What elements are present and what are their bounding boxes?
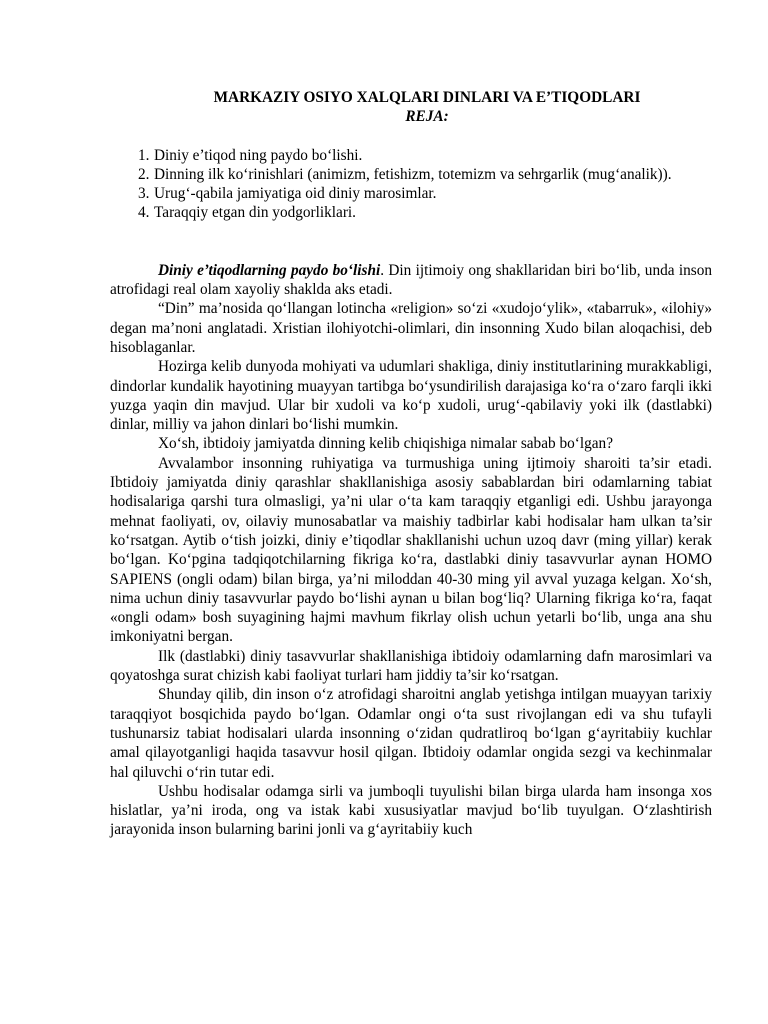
plan-item	[110, 146, 712, 165]
section-heading-inline: Diniy e’tiqodlarning paydo bo‘lishi	[158, 261, 381, 279]
plan-list	[110, 146, 712, 223]
document-body	[110, 261, 712, 840]
plan-heading: REJA:	[405, 108, 449, 126]
plan-item-text: Dinning ilk ko‘rinishlari (animizm, fetishizm, totemizm va sehrgarlik (mug‘analik)).	[154, 165, 672, 183]
plan-item	[110, 203, 712, 222]
plan-item	[110, 165, 712, 184]
plan-item-number: 3.	[138, 185, 150, 203]
body-paragraph: Hozirga kelib dunyoda mohiyati va udumlari shakliga, diniy institutlarining murakkabligi, dindorlar kundalik hayotining muayyan tartibga bo‘ysundirilish darajasiga ko‘ra o‘zaro farqli ikki yuzga yaqin din mavjud. Ular bir xudoli va ko‘p xudoli, urug‘-qabilaviy yoki ilk (dastlabki) dinlar, milliy va jahon dinlari bo‘lishi mumkin.	[110, 358, 712, 434]
body-paragraph: Shunday qilib, din inson o‘z atrofidagi sharoitni anglab yetishga intilgan muayyan tarixiy taraqqiyot bosqichida paydo bo‘lgan. Odamlar ongi o‘ta sust rivojlangan edi va shu tufayli tushunarsiz tabiat hodisalari ularda insonning o‘zidan qudratliroq bo‘lgan g‘ayritabiiy kuchlar amal qilayotganligi haqida tasavvur hosil qilgan. Ibtidoiy odamlar ongida sezgi va kechinmalar hal qiluvchi o‘rin tutar edi.	[110, 686, 712, 781]
body-paragraph: Avvalambor insonning ruhiyatiga va turmushiga uning ijtimoiy sharoiti ta’sir etadi. Ibtidoiy jamiyatda diniy qarashlar shakllanishiga asosiy sabablardan biri odamlarning tabiat hodisalariga qarshi tura olmasligi, ya’ni ular o‘ta kam taraqqiy etganligi edi. Ushbu jarayonga mehnat faoliyati, ov, oilaviy munosabatlar va maishiy tadbirlar kabi hodisalar ham ulkan ta’sir ko‘rsatgan. Aytib o‘tish joizki, diniy e’tiqodlar shakllanishi uchun uzoq davr (ming yillar) kerak bo‘lgan. Ko‘pgina tadqiqotchilarning fikriga ko‘ra, dastlabki diniy tasavvurlar aynan HOMO SAPIENS (ongli odam) bilan birga, ya’ni miloddan 40-30 ming yil avval yuzaga kelgan. Xo‘sh, nima uchun diniy tasavvurlar paydo bo‘lishi aynan u bilan bog‘liq? Ularning fikriga ko‘ra, faqat «ongli odam» bosh suyagining hajmi mavhum fikrlay olish uchun yetarli bo‘lib, unga ana shu imkoniyatni bergan.	[110, 454, 712, 646]
plan-item	[110, 184, 712, 203]
body-paragraph: Ushbu hodisalar odamga sirli va jumboqli tuyulishi bilan birga ularda ham insonga xos hislatlar, ya’ni iroda, ong va istak kabi xususiyatlar mavjud bo‘lib tuyulgan. O‘zlashtirish jarayonida inson bularning barini jonli va g‘ayritabiiy kuch	[110, 782, 712, 839]
plan-item-number: 2.	[138, 165, 150, 183]
section-intro-text: . Din ijtimoiy ong shakllaridan biri bo‘lib, unda inson atrofidagi real olam xayoliy shaklda aks etadi.	[110, 261, 712, 299]
plan-item-text: Taraqqiy etgan din yodgorliklari.	[154, 204, 356, 222]
plan-item-text: Diniy e’tiqod ning paydo bo‘lishi.	[154, 146, 363, 164]
plan-item-number: 4.	[138, 204, 150, 222]
page-title: MARKAZIY OSIYO XALQLARI DINLARI VA E’TIQODLARI	[213, 89, 641, 106]
section-intro-paragraph	[110, 261, 712, 300]
plan-item-number: 1.	[138, 146, 150, 164]
plan-item-text: Urug‘-qabila jamiyatiga oid diniy marosimlar.	[154, 185, 437, 203]
body-paragraph: Ilk (dastlabki) diniy tasavvurlar shakllanishiga ibtidoiy odamlarning dafn marosimlari va qoyatoshga surat chizish kabi faoliyat turlari ham jiddiy ta’sir ko‘rsatgan.	[110, 647, 712, 685]
body-paragraph: “Din” ma’nosida qo‘llangan lotincha «religion» so‘zi «xudojo‘ylik», «tabarruk», «ilohiy» degan ma’noni anglatadi. Xristian ilohiyotchi-olimlari, din insonning Xudo bilan aloqachisi, deb hisoblaganlar.	[110, 300, 712, 356]
body-paragraph: Xo‘sh, ibtidoiy jamiyatda dinning kelib chiqishiga nimalar sabab bo‘lgan?	[158, 435, 613, 453]
